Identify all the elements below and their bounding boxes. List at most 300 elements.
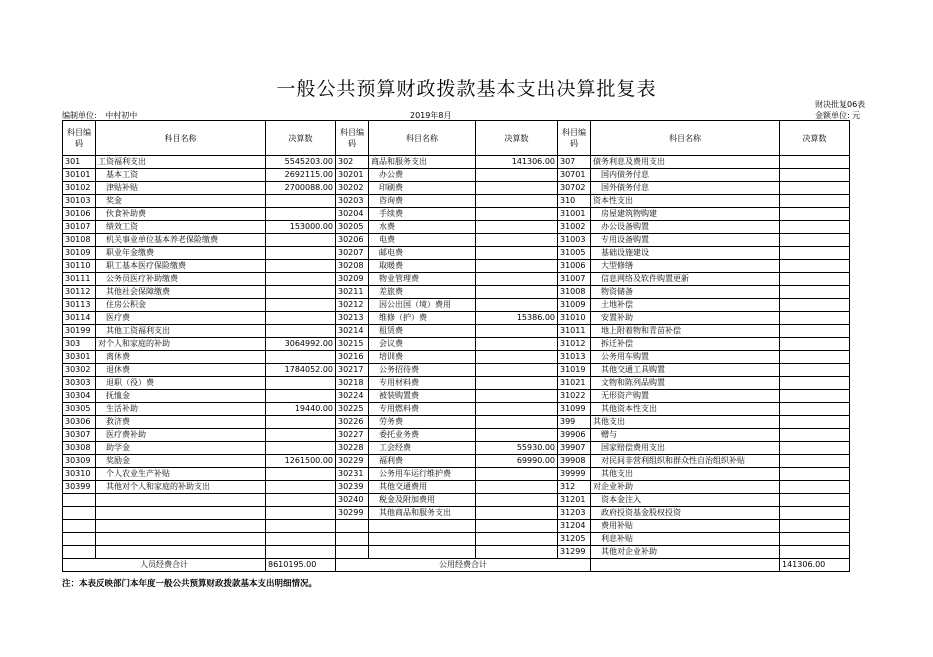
code-cell: 30301 bbox=[63, 351, 96, 364]
name-cell: 其他工资福利支出 bbox=[96, 325, 266, 338]
report-date: 2019年8月 bbox=[410, 111, 452, 120]
amount-cell bbox=[780, 468, 850, 481]
table-row bbox=[63, 273, 850, 286]
table-row bbox=[63, 442, 850, 455]
code-cell: 30205 bbox=[336, 221, 369, 234]
amount-cell bbox=[780, 494, 850, 507]
header-amount: 决算数 bbox=[266, 121, 336, 156]
amount-cell bbox=[780, 156, 850, 169]
name-cell: 专用设备购置 bbox=[591, 234, 780, 247]
code-cell: 31201 bbox=[558, 494, 591, 507]
name-cell: 工会经费 bbox=[369, 442, 476, 455]
code-cell: 30204 bbox=[336, 208, 369, 221]
code-cell: 307 bbox=[558, 156, 591, 169]
code-cell: 30308 bbox=[63, 442, 96, 455]
code-cell: 31299 bbox=[558, 546, 591, 559]
table-row bbox=[63, 429, 850, 442]
name-cell: 地上附着物和青苗补偿 bbox=[591, 325, 780, 338]
table-row bbox=[63, 260, 850, 273]
name-cell: 安置补助 bbox=[591, 312, 780, 325]
code-cell: 39906 bbox=[558, 429, 591, 442]
table-row bbox=[63, 325, 850, 338]
code-cell: 301 bbox=[63, 156, 96, 169]
code-cell: 30106 bbox=[63, 208, 96, 221]
amount-cell bbox=[780, 286, 850, 299]
code-cell: 30211 bbox=[336, 286, 369, 299]
name-cell: 邮电费 bbox=[369, 247, 476, 260]
table-row bbox=[63, 377, 850, 390]
code-cell bbox=[63, 494, 96, 507]
code-cell: 30240 bbox=[336, 494, 369, 507]
amount-cell bbox=[476, 286, 558, 299]
code-cell: 30111 bbox=[63, 273, 96, 286]
code-cell: 30107 bbox=[63, 221, 96, 234]
name-cell: 国内债务付息 bbox=[591, 169, 780, 182]
amount-cell bbox=[780, 247, 850, 260]
code-cell: 30299 bbox=[336, 507, 369, 520]
amount-cell bbox=[266, 416, 336, 429]
name-cell: 电费 bbox=[369, 234, 476, 247]
name-cell: 赠与 bbox=[591, 429, 780, 442]
name-cell: 伙食补助费 bbox=[96, 208, 266, 221]
name-cell: 退休费 bbox=[96, 364, 266, 377]
amount-cell bbox=[476, 377, 558, 390]
amount-cell bbox=[476, 533, 558, 546]
code-cell: 30224 bbox=[336, 390, 369, 403]
amount-cell bbox=[266, 312, 336, 325]
amount-cell bbox=[780, 403, 850, 416]
name-cell: 被装购置费 bbox=[369, 390, 476, 403]
code-cell: 30199 bbox=[63, 325, 96, 338]
amount-cell bbox=[266, 468, 336, 481]
name-cell: 其他商品和服务支出 bbox=[369, 507, 476, 520]
code-cell: 30226 bbox=[336, 416, 369, 429]
totals-row bbox=[63, 559, 850, 572]
amount-cell: 153000.00 bbox=[266, 221, 336, 234]
code-cell: 30103 bbox=[63, 195, 96, 208]
amount-cell bbox=[476, 507, 558, 520]
code-cell: 30206 bbox=[336, 234, 369, 247]
amount-cell bbox=[780, 299, 850, 312]
code-cell: 30212 bbox=[336, 299, 369, 312]
code-cell: 31003 bbox=[558, 234, 591, 247]
code-cell: 30108 bbox=[63, 234, 96, 247]
header-amount: 决算数 bbox=[780, 121, 850, 156]
name-cell: 专用燃料费 bbox=[369, 403, 476, 416]
code-cell: 31005 bbox=[558, 247, 591, 260]
code-cell: 30227 bbox=[336, 429, 369, 442]
amount-cell bbox=[266, 260, 336, 273]
name-cell: 职业年金缴费 bbox=[96, 247, 266, 260]
amount-cell bbox=[476, 247, 558, 260]
amount-cell bbox=[266, 247, 336, 260]
amount-cell bbox=[780, 195, 850, 208]
code-cell: 303 bbox=[63, 338, 96, 351]
code-cell: 30310 bbox=[63, 468, 96, 481]
code-cell: 30701 bbox=[558, 169, 591, 182]
name-cell: 抚恤金 bbox=[96, 390, 266, 403]
code-cell: 30202 bbox=[336, 182, 369, 195]
amount-cell bbox=[476, 520, 558, 533]
table-row bbox=[63, 221, 850, 234]
code-cell: 30110 bbox=[63, 260, 96, 273]
code-cell: 302 bbox=[336, 156, 369, 169]
amount-cell bbox=[266, 273, 336, 286]
name-cell: 对民间非营利组织和群众性自治组织补贴 bbox=[591, 455, 780, 468]
name-cell: 机关事业单位基本养老保险缴费 bbox=[96, 234, 266, 247]
amount-unit: 金额单位: 元 bbox=[815, 111, 861, 120]
empty-cell bbox=[591, 559, 780, 572]
amount-cell: 15386.00 bbox=[476, 312, 558, 325]
amount-cell bbox=[266, 442, 336, 455]
name-cell: 利息补贴 bbox=[591, 533, 780, 546]
amount-cell bbox=[266, 520, 336, 533]
code-cell: 30239 bbox=[336, 481, 369, 494]
name-cell: 对企业补助 bbox=[591, 481, 780, 494]
name-cell bbox=[96, 520, 266, 533]
code-cell: 31012 bbox=[558, 338, 591, 351]
table-body bbox=[63, 156, 850, 559]
name-cell: 税金及附加费用 bbox=[369, 494, 476, 507]
amount-cell bbox=[266, 481, 336, 494]
amount-cell bbox=[476, 273, 558, 286]
code-cell: 31001 bbox=[558, 208, 591, 221]
name-cell: 印刷费 bbox=[369, 182, 476, 195]
personnel-total-value: 8610195.00 bbox=[266, 559, 336, 572]
code-cell: 30218 bbox=[336, 377, 369, 390]
form-code: 财决批复06表 bbox=[815, 100, 866, 109]
amount-cell bbox=[780, 455, 850, 468]
amount-cell bbox=[266, 377, 336, 390]
name-cell: 维修（护）费 bbox=[369, 312, 476, 325]
amount-cell bbox=[266, 299, 336, 312]
amount-cell bbox=[780, 416, 850, 429]
name-cell: 政府投资基金股权投资 bbox=[591, 507, 780, 520]
amount-cell bbox=[476, 338, 558, 351]
amount-cell bbox=[780, 533, 850, 546]
amount-cell bbox=[780, 325, 850, 338]
amount-cell bbox=[476, 403, 558, 416]
amount-cell bbox=[266, 286, 336, 299]
name-cell: 工资福利支出 bbox=[96, 156, 266, 169]
name-cell: 债务利息及费用支出 bbox=[591, 156, 780, 169]
code-cell: 39908 bbox=[558, 455, 591, 468]
code-cell: 30229 bbox=[336, 455, 369, 468]
table-row bbox=[63, 169, 850, 182]
name-cell: 基础设施建设 bbox=[591, 247, 780, 260]
code-cell: 31010 bbox=[558, 312, 591, 325]
amount-cell bbox=[780, 442, 850, 455]
amount-cell bbox=[780, 221, 850, 234]
header-code: 科目编码 bbox=[336, 121, 369, 156]
name-cell: 职工基本医疗保险缴费 bbox=[96, 260, 266, 273]
code-cell: 30113 bbox=[63, 299, 96, 312]
amount-cell bbox=[780, 260, 850, 273]
amount-cell: 55930.00 bbox=[476, 442, 558, 455]
code-cell: 30225 bbox=[336, 403, 369, 416]
amount-cell: 69990.00 bbox=[476, 455, 558, 468]
amount-cell bbox=[266, 507, 336, 520]
table-row bbox=[63, 247, 850, 260]
code-cell: 30231 bbox=[336, 468, 369, 481]
amount-cell bbox=[266, 208, 336, 221]
amount-cell bbox=[780, 520, 850, 533]
name-cell: 助学金 bbox=[96, 442, 266, 455]
code-cell: 30702 bbox=[558, 182, 591, 195]
code-cell: 31021 bbox=[558, 377, 591, 390]
name-cell: 因公出国（境）费用 bbox=[369, 299, 476, 312]
amount-cell bbox=[780, 364, 850, 377]
name-cell: 无形资产购置 bbox=[591, 390, 780, 403]
code-cell: 30109 bbox=[63, 247, 96, 260]
amount-cell: 1784052.00 bbox=[266, 364, 336, 377]
code-cell: 31019 bbox=[558, 364, 591, 377]
code-cell: 30214 bbox=[336, 325, 369, 338]
code-cell: 30215 bbox=[336, 338, 369, 351]
code-cell: 312 bbox=[558, 481, 591, 494]
name-cell: 个人农业生产补贴 bbox=[96, 468, 266, 481]
unit-value: 中村初中 bbox=[105, 111, 138, 120]
expenditure-table bbox=[62, 120, 850, 572]
table-row bbox=[63, 481, 850, 494]
amount-cell: 5545203.00 bbox=[266, 156, 336, 169]
header-name: 科目名称 bbox=[591, 121, 780, 156]
code-cell: 30304 bbox=[63, 390, 96, 403]
code-cell: 39999 bbox=[558, 468, 591, 481]
amount-cell: 141306.00 bbox=[476, 156, 558, 169]
table-row bbox=[63, 390, 850, 403]
name-cell: 会议费 bbox=[369, 338, 476, 351]
code-cell: 31203 bbox=[558, 507, 591, 520]
name-cell: 大型修缮 bbox=[591, 260, 780, 273]
table-row bbox=[63, 468, 850, 481]
code-cell bbox=[336, 533, 369, 546]
code-cell bbox=[336, 546, 369, 559]
header-amount: 决算数 bbox=[476, 121, 558, 156]
name-cell: 国外债务付息 bbox=[591, 182, 780, 195]
code-cell bbox=[63, 507, 96, 520]
amount-cell bbox=[266, 494, 336, 507]
amount-cell bbox=[266, 533, 336, 546]
name-cell: 其他对企业补助 bbox=[591, 546, 780, 559]
name-cell: 水费 bbox=[369, 221, 476, 234]
code-cell bbox=[63, 546, 96, 559]
code-cell: 30101 bbox=[63, 169, 96, 182]
code-cell: 30102 bbox=[63, 182, 96, 195]
table-row bbox=[63, 286, 850, 299]
name-cell: 其他对个人和家庭的补助支出 bbox=[96, 481, 266, 494]
code-cell: 31022 bbox=[558, 390, 591, 403]
amount-cell bbox=[476, 351, 558, 364]
amount-cell bbox=[476, 325, 558, 338]
table-row bbox=[63, 546, 850, 559]
name-cell: 福利费 bbox=[369, 455, 476, 468]
amount-cell bbox=[266, 351, 336, 364]
code-cell: 31013 bbox=[558, 351, 591, 364]
name-cell: 救济费 bbox=[96, 416, 266, 429]
amount-cell bbox=[476, 390, 558, 403]
code-cell: 31009 bbox=[558, 299, 591, 312]
code-cell: 30228 bbox=[336, 442, 369, 455]
name-cell: 奖励金 bbox=[96, 455, 266, 468]
name-cell bbox=[96, 533, 266, 546]
code-cell: 30303 bbox=[63, 377, 96, 390]
table-row bbox=[63, 338, 850, 351]
table-row bbox=[63, 364, 850, 377]
name-cell: 公务招待费 bbox=[369, 364, 476, 377]
name-cell: 办公设备购置 bbox=[591, 221, 780, 234]
table-row bbox=[63, 351, 850, 364]
name-cell bbox=[96, 546, 266, 559]
code-cell: 30209 bbox=[336, 273, 369, 286]
name-cell: 商品和服务支出 bbox=[369, 156, 476, 169]
amount-cell bbox=[476, 260, 558, 273]
amount-cell bbox=[266, 390, 336, 403]
name-cell: 手续费 bbox=[369, 208, 476, 221]
amount-cell bbox=[780, 312, 850, 325]
amount-cell bbox=[476, 299, 558, 312]
amount-cell: 2692115.00 bbox=[266, 169, 336, 182]
code-cell: 31205 bbox=[558, 533, 591, 546]
header-code: 科目编码 bbox=[558, 121, 591, 156]
name-cell: 其他支出 bbox=[591, 416, 780, 429]
name-cell: 租赁费 bbox=[369, 325, 476, 338]
name-cell: 费用补贴 bbox=[591, 520, 780, 533]
amount-cell bbox=[476, 182, 558, 195]
code-cell: 30201 bbox=[336, 169, 369, 182]
name-cell: 劳务费 bbox=[369, 416, 476, 429]
code-cell: 30309 bbox=[63, 455, 96, 468]
name-cell: 咨询费 bbox=[369, 195, 476, 208]
code-cell: 31011 bbox=[558, 325, 591, 338]
code-cell: 31204 bbox=[558, 520, 591, 533]
name-cell: 医疗费 bbox=[96, 312, 266, 325]
amount-cell bbox=[780, 273, 850, 286]
table-row bbox=[63, 182, 850, 195]
name-cell: 房屋建筑物购建 bbox=[591, 208, 780, 221]
personnel-total-label: 人员经费合计 bbox=[63, 559, 266, 572]
amount-cell bbox=[476, 221, 558, 234]
name-cell: 其他支出 bbox=[591, 468, 780, 481]
name-cell: 基本工资 bbox=[96, 169, 266, 182]
amount-cell bbox=[476, 429, 558, 442]
amount-cell bbox=[266, 546, 336, 559]
name-cell: 取暖费 bbox=[369, 260, 476, 273]
amount-cell bbox=[476, 416, 558, 429]
table-row bbox=[63, 494, 850, 507]
amount-cell bbox=[476, 169, 558, 182]
table-row bbox=[63, 507, 850, 520]
name-cell bbox=[96, 494, 266, 507]
page-title: 一般公共预算财政拨款基本支出决算批复表 bbox=[276, 78, 657, 100]
name-cell bbox=[369, 533, 476, 546]
amount-cell bbox=[476, 546, 558, 559]
name-cell bbox=[369, 546, 476, 559]
code-cell: 30203 bbox=[336, 195, 369, 208]
amount-cell bbox=[266, 234, 336, 247]
header-code: 科目编码 bbox=[63, 121, 96, 156]
table-row bbox=[63, 208, 850, 221]
name-cell: 公务用车购置 bbox=[591, 351, 780, 364]
code-cell: 30306 bbox=[63, 416, 96, 429]
name-cell: 公务用车运行维护费 bbox=[369, 468, 476, 481]
amount-cell bbox=[476, 195, 558, 208]
amount-cell: 19440.00 bbox=[266, 403, 336, 416]
code-cell: 30207 bbox=[336, 247, 369, 260]
amount-cell: 2700088.00 bbox=[266, 182, 336, 195]
amount-cell bbox=[780, 429, 850, 442]
code-cell: 30302 bbox=[63, 364, 96, 377]
table-row bbox=[63, 312, 850, 325]
name-cell: 办公费 bbox=[369, 169, 476, 182]
unit-label-text: 编制单位: bbox=[62, 111, 97, 120]
public-total-value: 141306.00 bbox=[780, 559, 850, 572]
amount-cell bbox=[780, 546, 850, 559]
code-cell bbox=[336, 520, 369, 533]
amount-cell bbox=[476, 494, 558, 507]
name-cell: 差旅费 bbox=[369, 286, 476, 299]
name-cell: 津贴补贴 bbox=[96, 182, 266, 195]
code-cell: 31007 bbox=[558, 273, 591, 286]
amount-cell bbox=[780, 338, 850, 351]
code-cell: 31099 bbox=[558, 403, 591, 416]
name-cell: 信息网络及软件购置更新 bbox=[591, 273, 780, 286]
amount-cell bbox=[780, 351, 850, 364]
code-cell: 31002 bbox=[558, 221, 591, 234]
name-cell: 奖金 bbox=[96, 195, 266, 208]
code-cell: 30307 bbox=[63, 429, 96, 442]
name-cell: 文物和陈列品购置 bbox=[591, 377, 780, 390]
table-row bbox=[63, 416, 850, 429]
code-cell: 31008 bbox=[558, 286, 591, 299]
code-cell: 30208 bbox=[336, 260, 369, 273]
amount-cell bbox=[266, 429, 336, 442]
amount-cell bbox=[780, 377, 850, 390]
table-row bbox=[63, 455, 850, 468]
name-cell: 委托业务费 bbox=[369, 429, 476, 442]
name-cell: 资本性支出 bbox=[591, 195, 780, 208]
table-row bbox=[63, 299, 850, 312]
amount-cell bbox=[780, 507, 850, 520]
name-cell bbox=[369, 520, 476, 533]
table-row bbox=[63, 234, 850, 247]
header-row bbox=[63, 121, 850, 156]
name-cell: 培训费 bbox=[369, 351, 476, 364]
amount-cell bbox=[780, 208, 850, 221]
name-cell: 专用材料费 bbox=[369, 377, 476, 390]
code-cell: 30114 bbox=[63, 312, 96, 325]
table-row bbox=[63, 533, 850, 546]
name-cell: 生活补助 bbox=[96, 403, 266, 416]
code-cell bbox=[63, 533, 96, 546]
amount-cell bbox=[476, 481, 558, 494]
name-cell: 绩效工资 bbox=[96, 221, 266, 234]
code-cell: 30217 bbox=[336, 364, 369, 377]
amount-cell bbox=[476, 234, 558, 247]
name-cell: 住房公积金 bbox=[96, 299, 266, 312]
code-cell: 31006 bbox=[558, 260, 591, 273]
amount-cell bbox=[780, 169, 850, 182]
name-cell: 国家赔偿费用支出 bbox=[591, 442, 780, 455]
amount-cell bbox=[780, 481, 850, 494]
code-cell: 30216 bbox=[336, 351, 369, 364]
name-cell: 其他交通工具购置 bbox=[591, 364, 780, 377]
amount-cell bbox=[780, 390, 850, 403]
amount-cell bbox=[266, 195, 336, 208]
amount-cell bbox=[780, 182, 850, 195]
name-cell: 拆迁补偿 bbox=[591, 338, 780, 351]
amount-cell: 1261500.00 bbox=[266, 455, 336, 468]
